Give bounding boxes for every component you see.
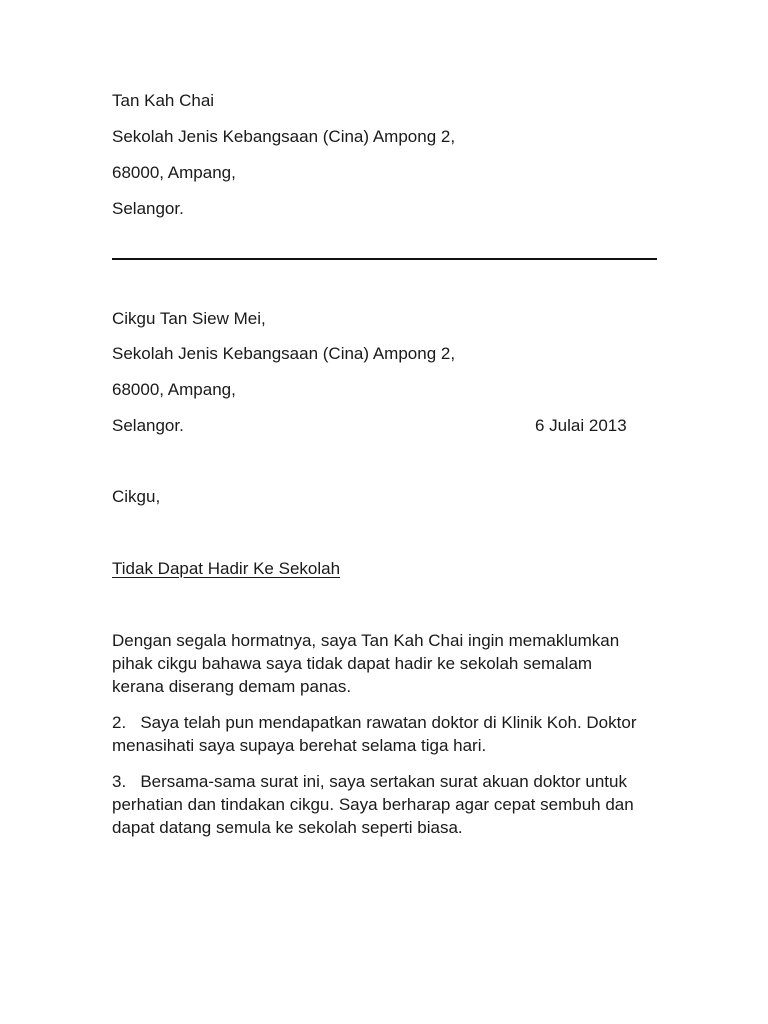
- recipient-name: Cikgu Tan Siew Mei,: [112, 309, 266, 328]
- letter-subject: Tidak Dapat Hadir Ke Sekolah: [112, 559, 341, 578]
- sender-state: Selangor.: [112, 199, 184, 218]
- paragraph-1-line: kerana diserang demam panas.: [112, 677, 352, 696]
- divider-line: [112, 258, 657, 260]
- paragraph-3-line: dapat datang semula ke sekolah seperti biasa.: [112, 818, 463, 837]
- paragraph-2-line: 2. Saya telah pun mendapatkan rawatan doktor di Klinik Koh. Doktor: [112, 713, 637, 732]
- recipient-school: Sekolah Jenis Kebangsaan (Cina) Ampong 2,: [112, 344, 456, 363]
- paragraph-1-line: Dengan segala hormatnya, saya Tan Kah Chai ingin memaklumkan: [112, 631, 620, 650]
- salutation: Cikgu,: [112, 487, 161, 506]
- paragraph-3-line: perhatian dan tindakan cikgu. Saya berharap agar cepat sembuh dan: [112, 795, 634, 814]
- paragraph-1: [112, 629, 672, 698]
- recipient-state: Selangor.: [112, 416, 184, 435]
- sender-postcode-city: 68000, Ampang,: [112, 163, 236, 182]
- sender-school: Sekolah Jenis Kebangsaan (Cina) Ampong 2,: [112, 127, 456, 146]
- paragraph-1-line: pihak cikgu bahawa saya tidak dapat hadir ke sekolah semalam: [112, 654, 593, 673]
- recipient-postcode-city: 68000, Ampang,: [112, 380, 236, 399]
- letter-date: 6 Julai 2013: [535, 416, 627, 435]
- paragraph-3: [112, 770, 672, 839]
- paragraph-2-line: menasihati saya supaya berehat selama tiga hari.: [112, 736, 487, 755]
- sender-name: Tan Kah Chai: [112, 91, 215, 110]
- paragraph-3-line: 3. Bersama-sama surat ini, saya sertakan surat akuan doktor untuk: [112, 772, 627, 791]
- paragraph-2: [112, 711, 672, 757]
